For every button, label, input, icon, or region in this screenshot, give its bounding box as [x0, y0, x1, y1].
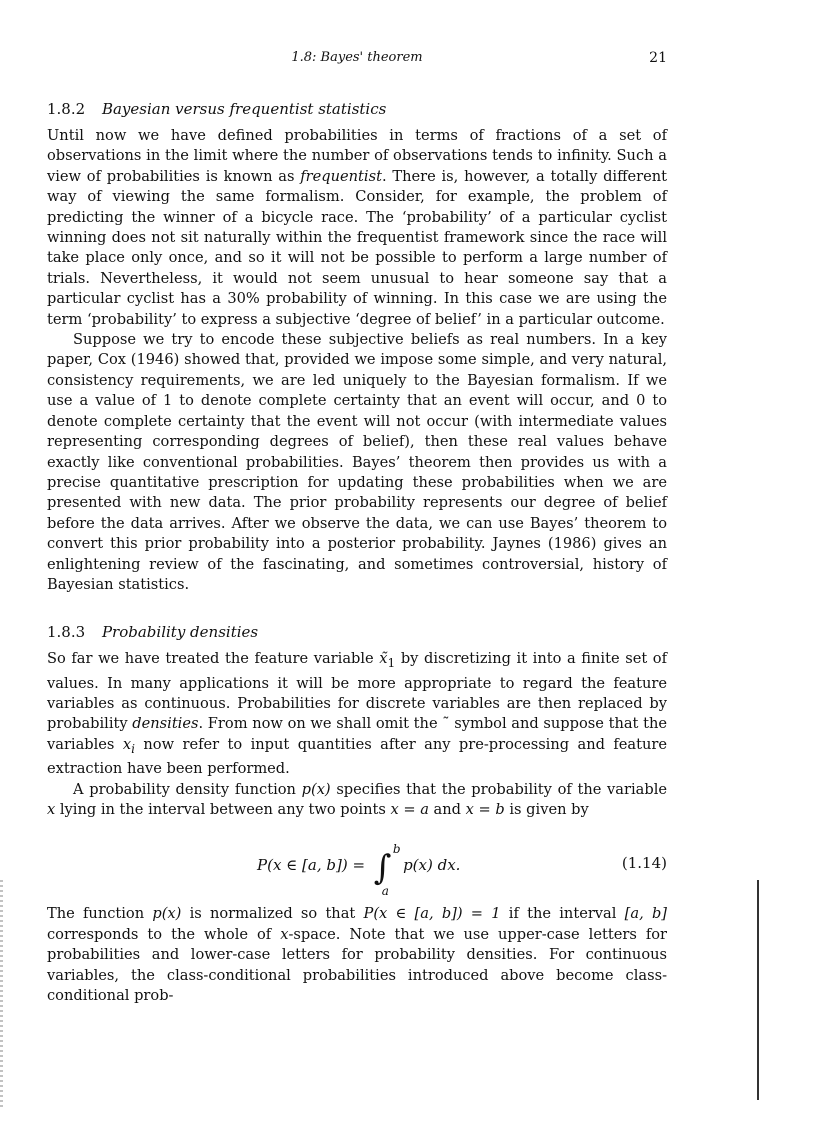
math-variable: x̃ [379, 650, 388, 668]
paragraph [47, 904, 667, 1006]
text-run: and [428, 801, 466, 818]
paragraph [47, 780, 667, 821]
running-head: 1.8: Bayes' theorem [291, 50, 423, 65]
text-run: So far we have treated the feature variable [47, 650, 380, 668]
math-expression: p(x) [152, 905, 182, 923]
text-run: . From now on we shall omit the [198, 715, 443, 733]
text-run: is given by [504, 801, 589, 818]
lower-limit: a [381, 884, 389, 899]
text-run: Until now we have defined probabilities in terms of fractions of a set of observations in the limit where the number of observations tends to infinity. Such a view of probabilities is known as [47, 127, 667, 185]
text-run: lying in the interval between any two points [55, 801, 391, 818]
text-run: A probability density function [73, 780, 302, 798]
math-variable: x [280, 925, 289, 943]
text-run: The function [47, 905, 153, 923]
text-run: now refer to input quantities after any pre-processing and feature extraction have been performed. [47, 735, 667, 778]
equation-lhs: P(x ∈ [a, b]) = [257, 856, 370, 875]
section-number: 1.8.3 [47, 623, 86, 642]
text-run: is normalized so that [181, 905, 364, 923]
equation-1-14 [47, 836, 667, 899]
math-expression: x = b [465, 801, 505, 818]
integral-symbol: ∫ [373, 848, 392, 889]
paragraph [47, 126, 667, 330]
tilde-symbol: ˜ [442, 715, 450, 733]
math-variable: x [47, 801, 56, 818]
page-number: 21 [649, 50, 667, 66]
equation-body [257, 842, 461, 899]
text-run: corresponds to the whole of [47, 925, 281, 943]
text-run: -space. Note that we use upper-case letters for probabilities and lower-case letters for probability densities. For continuous variables, the class-conditional probabilities introduced above become class-conditional prob- [47, 925, 667, 1005]
math-subscript: 1 [387, 656, 396, 671]
section-title: Bayesian versus frequentist statistics [101, 100, 387, 118]
page-header [47, 50, 667, 72]
equation-number: (1.14) [621, 854, 667, 873]
scan-edge [0, 880, 3, 1110]
text-run: . There is, however, a totally different way of viewing the same formalism. Consider, for example, the problem of predicting the winner of a bicycle race. The ‘probability’ of a particular cyclist winning does not sit naturally within the frequentist framework since the race will take place only once, and so it will not be possible to perform a large number of trials. Nevertheless, it would not seem unusual to hear someone say that a particular cyclist has a 30% probability of winning. In this case we are using the term ‘probability’ to express a subjective ‘degree of belief’ in a particular outcome. [47, 167, 667, 328]
section-title: Probability densities [101, 623, 259, 642]
integrand: p(x) dx. [403, 856, 461, 875]
paragraph: Suppose we try to encode these subjective beliefs as real numbers. In a key paper, Cox (1946) showed that, provided we impose some simple, and very natural, consistency requirements, we are led uniquely to the Bayesian formalism. If we use a value of 1 to denote complete certainty that an event will occur, and 0 to denote complete certainty that the event will not occur (with intermediate values representing corresponding degrees of belief), then these real values behave exactly like conventional probabilities. Bayes’ theorem then provides us with a precise quantitative prescription for updating these probabilities when we are presented with new data. The prior probability represents our degree of belief before the data arrives. After we observe the data, we can use Bayes’ theorem to convert this prior probability into a posterior probability. Jaynes (1986) gives an enlightening review of the fascinating, and sometimes controversial, history of Bayesian statistics. [47, 331, 667, 593]
section-heading-1-8-2 [47, 100, 667, 118]
section-heading-1-8-3 [47, 623, 667, 641]
upper-limit: b [392, 842, 401, 857]
emphasis: densities [132, 715, 199, 733]
page [47, 50, 667, 1006]
section-number: 1.8.2 [47, 100, 86, 118]
paragraph [47, 649, 667, 779]
math-variable: x [122, 735, 132, 753]
math-expression: [a, b] [624, 905, 667, 923]
text-run: if the interval [500, 905, 625, 923]
math-expression: P(x ∈ [a, b]) = 1 [363, 905, 501, 923]
integral-sign [373, 842, 401, 899]
math-subscript: i [131, 741, 135, 756]
text-run: symbol and suppose that the variables [47, 715, 667, 753]
text-run: by discretizing it into a finite set of values. In many applications it will be more appropriate to regard the feature variables as continuous. Probabilities for discrete variables are then replaced by probability [47, 650, 667, 733]
emphasis: frequentist [300, 167, 382, 185]
math-expression: p(x) [301, 780, 331, 798]
math-expression: x = a [390, 801, 429, 818]
text-run: specifies that the probability of the variable [330, 780, 667, 798]
margin-rule [757, 880, 759, 1100]
